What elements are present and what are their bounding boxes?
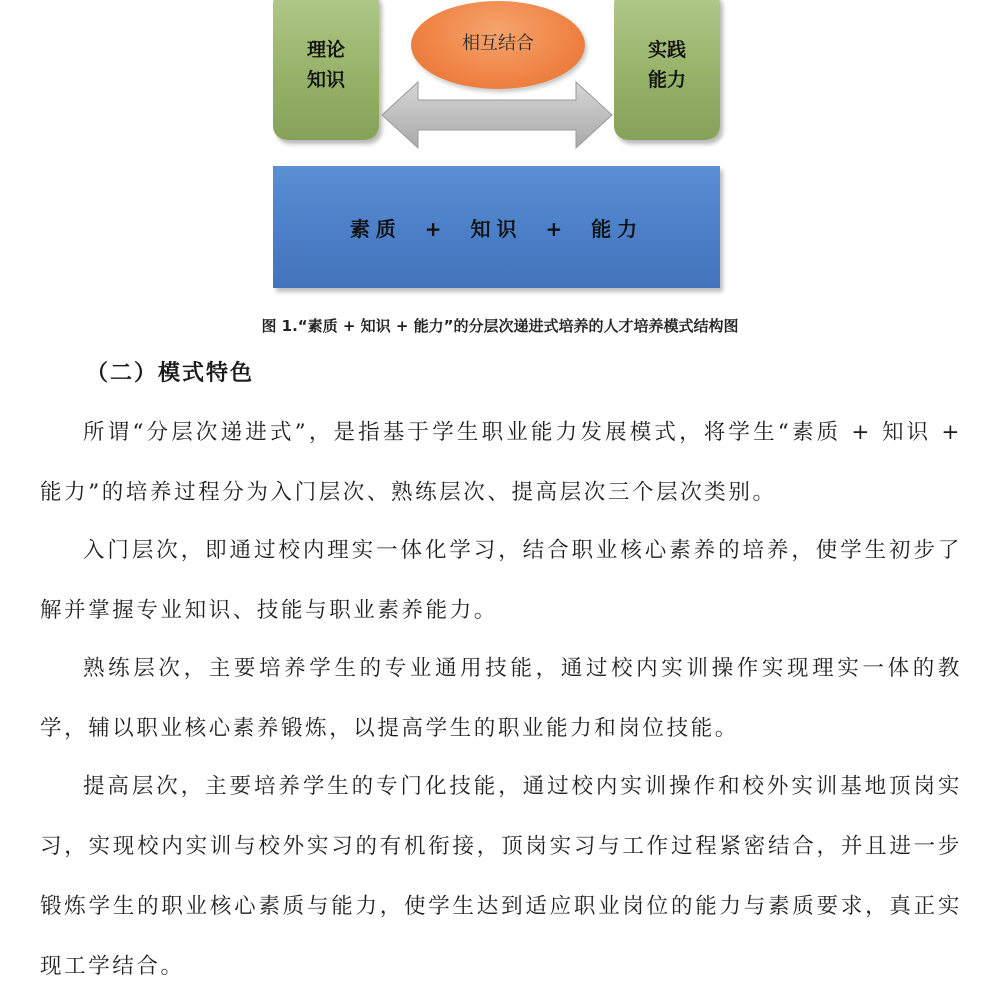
theory-box-line-1: 理论	[306, 39, 345, 61]
quality-knowledge-ability-banner	[273, 166, 720, 288]
practice-box-line-1: 实践	[647, 39, 686, 61]
combination-label: 相互结合	[462, 33, 534, 54]
figure-caption: 图 1.“素质 + 知识 + 能力”的分层次递进式培养的人才培养模式结构图	[261, 317, 739, 335]
double-headed-arrow-icon	[380, 80, 614, 150]
paragraph-advanced-level: 提高层次，主要培养学生的专门化技能，通过校内实训操作和校外实训基地顶岗实习，实现校内实训与校外实习的有机衔接，顶岗实习与工作过程紧密结合，并且进一步锻炼学生的职业核心素质与能力，使学生达到适应职业岗位的能力与素质要求，真正实现工学结合。	[40, 774, 962, 979]
paragraph-proficient-level: 熟练层次，主要培养学生的专业通用技能，通过校内实训操作实现理实一体的教学，辅以职业核心素养锻炼，以提高学生的职业能力和岗位技能。	[40, 656, 962, 741]
banner-label: 素质 + 知识 + 能力	[349, 216, 644, 241]
practice-box-line-2: 能力	[647, 69, 686, 91]
practice-ability-box	[614, 0, 720, 140]
paragraph-entry-level: 入门层次，即通过校内理实一体化学习，结合职业核心素养的培养，使学生初步了解并掌握专业知识、技能与职业素养能力。	[40, 538, 962, 623]
talent-training-model-diagram	[0, 0, 1000, 300]
section-heading: （二）模式特色	[86, 361, 255, 386]
paragraph-definition: 所谓“分层次递进式”，是指基于学生职业能力发展模式，将学生“素质 + 知识 + 能力”的培养过程分为入门层次、熟练层次、提高层次三个层次类别。	[40, 420, 962, 505]
mutual-combination-ellipse	[411, 1, 585, 89]
theory-knowledge-box	[273, 0, 379, 140]
theory-box-line-2: 知识	[306, 69, 345, 91]
